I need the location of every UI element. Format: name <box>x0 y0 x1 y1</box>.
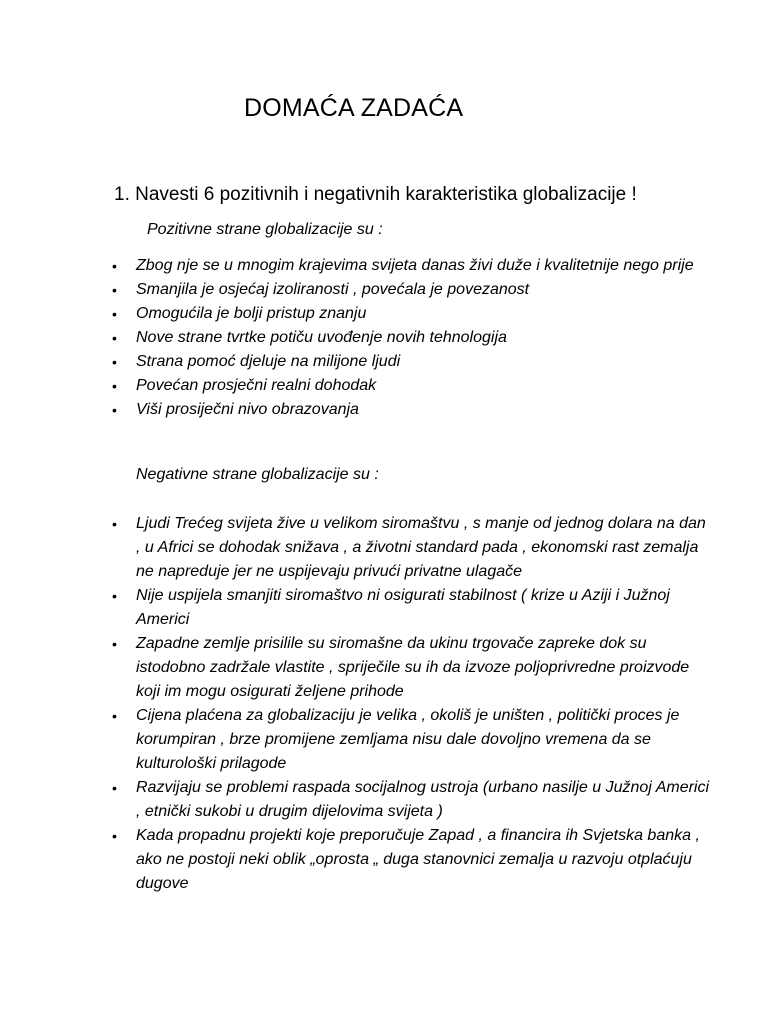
bullet-icon: • <box>112 708 117 724</box>
bullet-icon: • <box>112 306 117 322</box>
list-item <box>110 632 710 704</box>
question-heading: 1. Navesti 6 pozitivnih i negativnih karakteristika globalizacije ! <box>114 184 637 205</box>
list-item <box>110 398 710 422</box>
bullet-icon: • <box>112 636 117 652</box>
list-item <box>110 326 710 350</box>
list-item-text: Strana pomoć djeluje na milijone ljudi <box>136 353 401 370</box>
document-title: DOMAĆA ZADAĆA <box>244 94 464 122</box>
list-item <box>110 302 710 326</box>
bullet-icon: • <box>112 828 117 844</box>
list-item <box>110 824 710 896</box>
list-item-text: Ljudi Trećeg svijeta žive u velikom siromaštvu , s manje od jednog dolara na dan , u Africi se dohodak snižava , a životni standard pada , ekonomski rast zemalja ne napreduje jer ne uspijevaju privući privatne ulagače <box>136 515 706 580</box>
list-item-text: Viši prosiječni nivo obrazovanja <box>136 401 359 418</box>
bullet-icon: • <box>112 780 117 796</box>
bullet-icon: • <box>112 258 117 274</box>
list-item-text: Kada propadnu projekti koje preporučuje Zapad , a financira ih Svjetska banka , ako ne postoji neki oblik „oprosta „ duga stanovnici zemalja u razvoju otplaćuju dugove <box>136 827 700 892</box>
list-item-text: Smanjila je osjećaj izoliranosti , povećala je povezanost <box>136 281 530 298</box>
bullet-icon: • <box>112 330 117 346</box>
positive-heading: Pozitivne strane globalizacije su : <box>147 221 383 238</box>
list-item-text: Razvijaju se problemi raspada socijalnog ustroja (urbano nasilje u Južnoj Americi , etnički sukobi u drugim dijelovima svijeta ) <box>136 779 710 820</box>
list-item <box>110 704 710 776</box>
list-item-text: Povećan prosječni realni dohodak <box>136 377 377 394</box>
bullet-icon: • <box>112 588 117 604</box>
list-item-text: Zapadne zemlje prisilile su siromašne da ukinu trgovače zapreke dok su istodobno zadržale vlastite , spriječile su ih da izvoze poljoprivredne proizvode koji im mogu osigurati željene prihode <box>136 635 690 700</box>
list-item <box>110 278 710 302</box>
list-item <box>110 512 710 584</box>
bullet-icon: • <box>112 378 117 394</box>
bullet-icon: • <box>112 516 117 532</box>
negative-list <box>110 512 710 896</box>
list-item-text: Omogućila je bolji pristup znanju <box>136 305 367 322</box>
list-item <box>110 776 710 824</box>
list-item <box>110 350 710 374</box>
bullet-icon: • <box>112 402 117 418</box>
negative-heading: Negativne strane globalizacije su : <box>136 466 379 483</box>
list-item-text: Nije uspijela smanjiti siromaštvo ni osigurati stabilnost ( krize u Aziji i Južnoj Americi <box>136 587 670 628</box>
list-item <box>110 254 710 278</box>
list-item-text: Cijena plaćena za globalizaciju je velika , okoliš je uništen , politički proces je korumpiran , brze promijene zemljama nisu dale dovoljno vremena da se kulturološki prilagode <box>136 707 680 772</box>
list-item <box>110 374 710 398</box>
bullet-icon: • <box>112 282 117 298</box>
list-item-text: Zbog nje se u mnogim krajevima svijeta danas živi duže i kvalitetnije nego prije <box>136 257 694 274</box>
positive-list <box>110 254 710 422</box>
bullet-icon: • <box>112 354 117 370</box>
list-item <box>110 584 710 632</box>
list-item-text: Nove strane tvrtke potiču uvođenje novih tehnologija <box>136 329 507 346</box>
